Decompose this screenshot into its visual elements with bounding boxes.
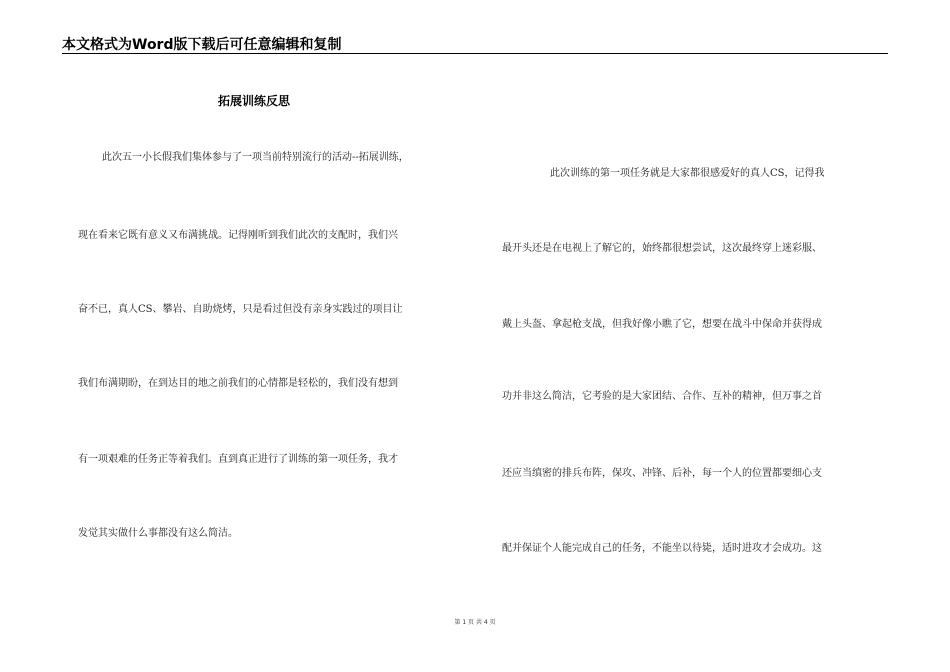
paragraph-line: 发觉其实做什么事都没有这么简洁。 (78, 528, 238, 539)
paragraph-line: 配并保证个人能完成自己的任务，不能坐以待毙，适时进攻才会成功。这 (502, 543, 822, 554)
paragraph-line: 此次五一小长假我们集体参与了一项当前特别流行的活动--拓展训练， (102, 152, 409, 163)
paragraph-line: 有一项艰难的任务正等着我们。直到真正进行了训练的第一项任务，我才 (78, 454, 398, 465)
paragraph-line: 现在看来它既有意义又布满挑战。记得刚听到我们此次的支配时，我们兴 (78, 230, 398, 241)
document-title: 拓展训练反思 (218, 94, 291, 108)
paragraph-line: 戴上头盔、拿起枪支战，但我好像小瞧了它，想要在战斗中保命并获得成 (502, 319, 822, 330)
paragraph-line: 奋不已，真人CS、攀岩、自助烧烤，只是看过但没有亲身实践过的项目让 (78, 304, 403, 315)
page-header-notice: 本文格式为Word版下载后可任意编辑和复制 (62, 37, 342, 53)
page-number-footer: 第 1 页 共 4 页 (454, 619, 496, 626)
paragraph-line: 还应当缜密的排兵布阵，保攻、冲锋、后补，每一个人的位置都要细心支 (502, 468, 822, 479)
paragraph-line: 此次训练的第一项任务就是大家都很感爱好的真人CS，记得我 (550, 168, 825, 179)
paragraph-line: 功并非这么简洁，它考验的是大家团结、合作、互补的精神，但万事之首 (502, 391, 822, 402)
paragraph-line: 我们布满期盼，在到达目的地之前我们的心情都是轻松的，我们没有想到 (78, 378, 398, 389)
paragraph-line: 最开头还是在电视上了解它的，始终都很想尝试，这次最终穿上迷彩服、 (502, 243, 822, 254)
header-divider (62, 53, 888, 54)
